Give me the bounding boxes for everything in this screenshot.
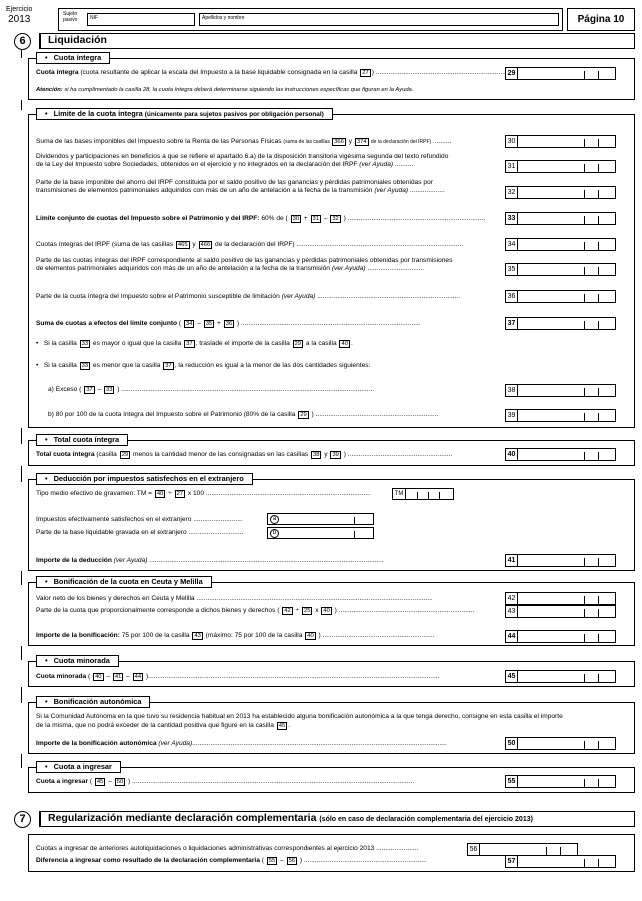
tag-text: Deducción por impuestos satisfechos en el extranjero bbox=[53, 474, 244, 483]
title-note: (sólo en caso de declaración complementaria del ejercicio 2013) bbox=[319, 816, 533, 823]
casilla-ref: 37 bbox=[186, 341, 193, 347]
text: transmisiones de elementos patrimoniales adquiridos con más de un año de antelación a la fecha de la transmisión bbox=[36, 187, 375, 194]
casilla-ref: 25 bbox=[303, 608, 311, 614]
tag-text: Cuota a ingresar bbox=[53, 762, 112, 771]
text: ........................................................................................................................................... bbox=[192, 740, 447, 747]
casilla-number: 55 bbox=[506, 776, 518, 787]
casilla-number: 30 bbox=[506, 136, 518, 147]
tag-text: Total cuota íntegra bbox=[53, 435, 120, 444]
text: – bbox=[195, 320, 203, 327]
separator bbox=[598, 71, 599, 79]
tag-text: Bonificación autonómica bbox=[53, 697, 142, 706]
separator bbox=[354, 531, 355, 538]
line-57 bbox=[36, 857, 427, 865]
casilla-number: 44 bbox=[506, 631, 518, 642]
divider bbox=[21, 687, 22, 703]
text: Si la casilla bbox=[43, 362, 79, 369]
casilla-ref: 40 bbox=[323, 608, 330, 614]
casilla-42-field[interactable] bbox=[505, 592, 616, 605]
casilla-ref: 374 bbox=[356, 139, 367, 145]
separator bbox=[584, 71, 585, 79]
text: ) .......................................................................................................................................................... bbox=[126, 778, 415, 785]
divider bbox=[21, 646, 22, 660]
casilla-ref: 29 bbox=[121, 452, 129, 458]
text: .......... bbox=[393, 161, 414, 168]
text: – bbox=[278, 857, 286, 864]
text: y bbox=[322, 451, 330, 458]
text: menos la cantidad menor de las consignadas en las casillas bbox=[131, 451, 311, 458]
casilla-32-field[interactable] bbox=[505, 186, 616, 199]
line-56: Cuotas a ingresar de anteriores autoliquidaciones o liquidaciones administrativas correspondientes al ejercicio 2013 ....................... bbox=[36, 845, 419, 852]
text: a la casilla bbox=[304, 340, 339, 347]
casilla-ref: 39 bbox=[332, 452, 339, 458]
casilla-ref: 40 bbox=[341, 341, 348, 347]
separator bbox=[598, 242, 599, 250]
tag-text: Cuota íntegra bbox=[53, 53, 102, 62]
casilla-number: 31 bbox=[506, 161, 518, 172]
text: (ver Ayuda) bbox=[156, 740, 193, 747]
separator bbox=[428, 492, 429, 499]
text: (ver Ayuda) bbox=[374, 187, 409, 194]
bold-label: Suma de cuotas a efectos del límite conjunto bbox=[36, 320, 178, 327]
separator bbox=[584, 558, 585, 566]
casilla-number: 50 bbox=[506, 738, 518, 749]
text: (cuota resultante de aplicar la escala del Impuesto a la base liquidable consignada en la casilla bbox=[78, 69, 360, 76]
text: Si la casilla bbox=[43, 340, 79, 347]
line-auto-2 bbox=[36, 722, 290, 730]
separator bbox=[598, 674, 599, 682]
group-tag-minorada: • Cuota minorada bbox=[36, 655, 119, 667]
casilla-ref: 37 bbox=[165, 363, 172, 369]
casilla-ref: 366 bbox=[334, 139, 344, 145]
separator bbox=[598, 859, 599, 867]
section-7-header bbox=[14, 810, 635, 828]
casilla-ref: 56 bbox=[288, 858, 296, 864]
separator bbox=[584, 388, 585, 396]
casilla-number: 29 bbox=[506, 68, 518, 79]
separator bbox=[598, 779, 599, 787]
bold-label: Atención: bbox=[36, 87, 63, 93]
casilla-ref: 43 bbox=[194, 633, 201, 639]
text: .......... bbox=[431, 138, 452, 145]
nif-field[interactable] bbox=[87, 13, 195, 26]
separator bbox=[584, 596, 585, 604]
sujeto-label-2: pasivo bbox=[63, 16, 78, 23]
tag-text: Cuota minorada bbox=[53, 656, 110, 665]
text: (ver Ayuda) bbox=[359, 161, 394, 168]
text: (ver Ayuda) bbox=[111, 557, 148, 564]
casilla-30-field[interactable] bbox=[505, 135, 616, 148]
casilla-ref: 35 bbox=[205, 321, 213, 327]
separator bbox=[598, 321, 599, 329]
casilla-ref: 45 bbox=[278, 723, 286, 729]
casilla-ref: 466 bbox=[200, 242, 211, 248]
group-tag-ingresar: • Cuota a ingresar bbox=[36, 761, 121, 773]
apellidos-label: Apellidos y nombre bbox=[202, 15, 245, 21]
text: de elementos patrimoniales adquiridos con más de un año de antelación a la fecha de la transmisión bbox=[36, 265, 332, 272]
casilla-37-field[interactable] bbox=[505, 317, 616, 330]
casilla-ref: 27 bbox=[176, 491, 184, 497]
separator bbox=[584, 413, 585, 421]
line-33 bbox=[36, 215, 485, 223]
separator bbox=[598, 164, 599, 172]
text: de la Ley del Impuesto sobre Sociedades, obtenidos en el ejercicio y no integrados en la declaración del IRPF bbox=[36, 161, 360, 168]
text: ) ........................................................................... bbox=[341, 215, 486, 222]
text: ( bbox=[177, 320, 183, 327]
text: ÷ bbox=[293, 607, 301, 614]
casilla-ref: 42 bbox=[284, 608, 291, 614]
text: ) .......................................................................... bbox=[332, 607, 475, 614]
line-31-a: Dividendos y participaciones en beneficios a que se refiere el apartado 6.a) de la disposición transitoria vigésima segunda del texto refundido bbox=[36, 153, 449, 160]
text: Tipo medio efectivo de gravamen: TM = bbox=[36, 490, 154, 497]
casilla-34-field[interactable] bbox=[505, 238, 616, 251]
text: y bbox=[346, 138, 354, 145]
text: de la declaración del IRPF) ........................................................................................... bbox=[213, 241, 464, 248]
separator bbox=[584, 452, 585, 460]
casilla-29-field[interactable] bbox=[505, 67, 616, 80]
line-32-a: Parte de la base imponible del ahorro del IRPF constituida por el saldo positivo de las ganancias y pérdidas patrimoniales obtenidas por bbox=[36, 179, 433, 186]
text: (suma de las casillas bbox=[283, 139, 332, 145]
bold-label: Cuota íntegra bbox=[36, 69, 79, 76]
apellidos-field[interactable] bbox=[199, 13, 559, 26]
casilla-43-field[interactable] bbox=[505, 605, 616, 618]
text: , la reducción es igual a la menor de las dos cantidades siguientes: bbox=[174, 362, 371, 369]
casilla-number: 43 bbox=[506, 606, 518, 617]
casilla-number: 39 bbox=[506, 410, 518, 421]
casilla-ref: 41 bbox=[114, 674, 122, 680]
divider bbox=[21, 466, 22, 482]
casilla-31-field[interactable] bbox=[505, 160, 616, 173]
separator bbox=[598, 267, 599, 275]
text: de la declaración del IRPF) bbox=[369, 139, 432, 145]
line-b: Parte de la base liquidable gravada en el extranjero .............................. bbox=[36, 529, 244, 536]
separator bbox=[598, 596, 599, 604]
separator bbox=[354, 517, 355, 524]
text: ) .......................................................................................................................................... bbox=[115, 386, 375, 393]
separator bbox=[598, 634, 599, 642]
casilla-ref: 40 bbox=[95, 674, 102, 680]
separator bbox=[584, 674, 585, 682]
separator bbox=[584, 741, 585, 749]
separator bbox=[598, 294, 599, 302]
line-35-a: Parte de las cuotas íntegras del IRPF correspondiente al saldo positivo de las ganancias y pérdidas patrimoniales obtenidas por transmisiones bbox=[36, 257, 453, 264]
text: ÷ bbox=[166, 490, 174, 497]
ejercicio-label bbox=[6, 6, 32, 25]
casilla-ref: 465 bbox=[177, 242, 188, 248]
casilla-number: 56 bbox=[468, 844, 480, 855]
separator bbox=[584, 294, 585, 302]
divider bbox=[21, 50, 22, 58]
line-44 bbox=[36, 632, 434, 640]
separator bbox=[417, 492, 418, 499]
separator bbox=[598, 452, 599, 460]
text: x 100 .......................................................................................... bbox=[186, 490, 371, 497]
text: (ver Ayuda) bbox=[331, 265, 366, 272]
casilla-38-field[interactable] bbox=[505, 384, 616, 397]
divider bbox=[21, 571, 22, 585]
ejercicio-year: 2013 bbox=[8, 14, 31, 25]
impuestos-extranjero-field[interactable] bbox=[267, 513, 374, 525]
separator bbox=[584, 859, 585, 867]
casilla-ref: 36 bbox=[225, 321, 233, 327]
separator bbox=[584, 634, 585, 642]
text: ) ................................................................... bbox=[309, 411, 439, 418]
page-number: Página 10 bbox=[567, 8, 635, 31]
line-55 bbox=[36, 778, 414, 786]
casilla-ref: 40 bbox=[156, 491, 164, 497]
bold-label: Diferencia a ingresar como resultado de la declaración complementaria bbox=[36, 857, 260, 864]
casilla-57-field[interactable] bbox=[505, 855, 616, 868]
separator bbox=[598, 216, 599, 224]
sujeto-label-1: Sujeto bbox=[63, 11, 78, 17]
text: , traslade el importe de la casilla bbox=[195, 340, 292, 347]
text: ( bbox=[86, 673, 93, 680]
casilla-number: 41 bbox=[506, 555, 518, 566]
tm-label: TM bbox=[393, 489, 406, 499]
casilla-55-field[interactable] bbox=[505, 775, 616, 788]
divider bbox=[21, 100, 22, 110]
text: – bbox=[106, 778, 114, 785]
casilla-ref: 29 bbox=[294, 341, 302, 347]
separator bbox=[598, 139, 599, 147]
casilla-number: 38 bbox=[506, 385, 518, 396]
separator bbox=[598, 558, 599, 566]
casilla-39-field[interactable] bbox=[505, 409, 616, 422]
line-a: Impuestos efectivamente satisfechos en el extranjero ........................... bbox=[36, 516, 243, 523]
text: – bbox=[321, 215, 330, 222]
text: . bbox=[288, 722, 291, 729]
text: x bbox=[313, 607, 321, 614]
text: – bbox=[124, 673, 132, 680]
nif-label: NIF bbox=[90, 15, 99, 21]
text: ) .................................................................................................. bbox=[235, 320, 421, 327]
casilla-ref: 33 bbox=[105, 387, 113, 393]
bold-label: Total cuota íntegra bbox=[36, 451, 95, 458]
tag-note: (únicamente para sujetos pasivos por obligación personal) bbox=[144, 111, 324, 118]
separator bbox=[584, 190, 585, 198]
line-35-b bbox=[36, 265, 424, 273]
section-7-title bbox=[39, 811, 635, 827]
text: ................... bbox=[408, 187, 445, 194]
casilla-ref: 40 bbox=[307, 633, 314, 639]
separator bbox=[584, 267, 585, 275]
separator bbox=[439, 492, 440, 499]
line-cuota-integra bbox=[36, 69, 506, 77]
letter-b: b bbox=[270, 529, 279, 538]
text: )............................................................................................................................................................... bbox=[144, 673, 440, 680]
text: (máximo: 75 por 100 de la casilla bbox=[203, 632, 305, 639]
bold-label: Importe de la bonificación autonómica bbox=[36, 740, 157, 747]
text: es menor que la casilla bbox=[91, 362, 163, 369]
tag-text: Límite de la cuota íntegra bbox=[53, 109, 143, 118]
line-45 bbox=[36, 673, 439, 681]
line-43 bbox=[36, 607, 474, 615]
casilla-number: 40 bbox=[506, 449, 518, 460]
line-36 bbox=[36, 293, 460, 301]
text: ) ............................................................. bbox=[316, 632, 435, 639]
line-37 bbox=[36, 320, 421, 328]
casilla-50-field[interactable] bbox=[505, 737, 616, 750]
casilla-number: 36 bbox=[506, 291, 518, 302]
ejercicio-text: Ejercicio bbox=[6, 6, 33, 13]
casilla-ref: 32 bbox=[332, 216, 339, 222]
group-tag-total: • Total cuota íntegra bbox=[36, 434, 128, 446]
line-40 bbox=[36, 451, 452, 459]
sujeto-label bbox=[63, 12, 77, 23]
casilla-ref: 34 bbox=[185, 321, 193, 327]
text: 75 por 100 de la casilla bbox=[119, 632, 192, 639]
casilla-36-field[interactable] bbox=[505, 290, 616, 303]
casilla-ref: 33 bbox=[81, 363, 89, 369]
bold-label: Límite conjunto de cuotas del Impuesto sobre el Patrimonio y del IRPF: bbox=[36, 215, 260, 222]
line-38 bbox=[48, 386, 374, 394]
text: si ha cumplimentado la casilla 28, la cuota íntegra deberá determinarse siguiendo las instrucciones específicas que figuran en la Ayuda. bbox=[62, 87, 414, 93]
text: ( bbox=[259, 857, 266, 864]
separator bbox=[598, 190, 599, 198]
casilla-ref: 37 bbox=[86, 387, 93, 393]
casilla-ref: 50 bbox=[116, 779, 124, 785]
section-6-header bbox=[14, 32, 635, 50]
text: – bbox=[104, 673, 112, 680]
bold-label: Importe de la deducción bbox=[36, 557, 112, 564]
line-tm bbox=[36, 490, 371, 498]
line-41 bbox=[36, 557, 384, 565]
text: ............................... bbox=[365, 265, 425, 272]
separator bbox=[598, 413, 599, 421]
casilla-44-field[interactable] bbox=[505, 630, 616, 643]
text: b) 80 por 100 de la cuota íntegra del Impuesto sobre el Patrimonio (80% de la casilla bbox=[48, 411, 298, 418]
separator bbox=[584, 779, 585, 787]
group-tag-limite: • Límite de la cuota íntegra (únicamente para sujetos pasivos por obligación personal) bbox=[36, 108, 333, 120]
line-42: Valor neto de los bienes y derechos en Ceuta y Melilla ................................................................................................................................. bbox=[36, 595, 433, 602]
bold-label: Cuota a ingresar bbox=[36, 778, 89, 785]
separator bbox=[584, 321, 585, 329]
casilla-41-field[interactable] bbox=[505, 554, 616, 567]
group-tag-deduccion: • Deducción por impuestos satisfechos en el extranjero bbox=[36, 473, 253, 485]
casilla-ref: 27 bbox=[362, 70, 369, 76]
line-31-b bbox=[36, 161, 413, 169]
group-tag-bonificacion: • Bonificación de la cuota en Ceuta y Melilla bbox=[36, 576, 212, 588]
text: 60% de ( bbox=[259, 215, 290, 222]
sujeto-pasivo-box bbox=[58, 8, 563, 31]
divider bbox=[21, 754, 22, 768]
section-6-number: 6 bbox=[14, 33, 31, 50]
group-tag-cuota-integra: • Cuota íntegra bbox=[36, 52, 110, 64]
casilla-40-field[interactable] bbox=[505, 448, 616, 461]
casilla-ref: 30 bbox=[292, 216, 300, 222]
text: Parte de la cuota íntegra del Impuesto sobre el Patrimonio susceptible de limitación bbox=[36, 293, 282, 300]
separator bbox=[598, 741, 599, 749]
text: + bbox=[215, 320, 223, 327]
text: de la misma, que no podrá exceder de la cantidad positiva que figure en la casilla bbox=[36, 722, 276, 729]
tm-field[interactable] bbox=[392, 488, 454, 500]
line-atencion bbox=[36, 86, 413, 94]
casilla-number: 45 bbox=[506, 671, 518, 682]
casilla-ref: 33 bbox=[81, 341, 89, 347]
line-39 bbox=[48, 411, 438, 419]
casilla-number: 32 bbox=[506, 187, 518, 198]
separator bbox=[598, 609, 599, 617]
casilla-ref: 29 bbox=[300, 412, 307, 418]
base-extranjero-field[interactable] bbox=[267, 527, 374, 539]
separator bbox=[584, 164, 585, 172]
line-auto-1: Si la Comunidad Autónoma en la que tuvo su residencia habitual en 2013 ha establecido alguna bonificación autonómica a la que tenga derecho, consigne en esta casilla el importe bbox=[36, 713, 563, 720]
casilla-number: 35 bbox=[506, 264, 518, 275]
text: .............................................................................. bbox=[315, 293, 461, 300]
line-30 bbox=[36, 138, 451, 146]
text: ................................................................................................................................ bbox=[147, 557, 384, 564]
casilla-ref: 44 bbox=[134, 674, 142, 680]
casilla-ref: 31 bbox=[312, 216, 319, 222]
title-text: Regularización mediante declaración complementaria bbox=[48, 812, 317, 824]
section-7-number: 7 bbox=[14, 811, 31, 828]
divider bbox=[21, 428, 22, 444]
separator bbox=[584, 242, 585, 250]
casilla-number: 34 bbox=[506, 239, 518, 250]
casilla-ref: 38 bbox=[313, 452, 320, 458]
line-34 bbox=[36, 241, 463, 249]
separator bbox=[560, 847, 561, 855]
text: Cuotas íntegras del IRPF (suma de las casillas bbox=[36, 241, 175, 248]
text: a) Exceso ( bbox=[48, 386, 84, 393]
bullet-2: • Si la casilla 33 es menor que la casilla 37 , la reducción es igual a la menor de las dos cantidades siguientes: bbox=[36, 362, 371, 369]
casilla-number: 37 bbox=[506, 318, 518, 329]
bullet-1: • Si la casilla 33 es mayor o igual que la casilla 37 , traslade el importe de la casilla 29 a la casilla 40 . bbox=[36, 340, 353, 347]
text: (ver Ayuda) bbox=[281, 293, 316, 300]
text: Suma de las bases imponibles del Impuesto sobre la Renta de las Personas Físicas bbox=[36, 138, 284, 145]
casilla-35-field[interactable] bbox=[505, 263, 616, 276]
text: es mayor o igual que la casilla bbox=[91, 340, 184, 347]
text: (casilla bbox=[94, 451, 119, 458]
tag-text: Bonificación de la cuota en Ceuta y Melilla bbox=[53, 577, 203, 586]
line-50 bbox=[36, 740, 447, 748]
text: y bbox=[190, 241, 198, 248]
text: + bbox=[302, 215, 310, 222]
bold-label: Cuota minorada bbox=[36, 673, 87, 680]
casilla-33-field[interactable] bbox=[505, 212, 616, 225]
group-tag-autonomica: • Bonificación autonómica bbox=[36, 696, 150, 708]
separator bbox=[584, 139, 585, 147]
casilla-number: 57 bbox=[506, 856, 518, 867]
separator bbox=[546, 847, 547, 855]
text: ( bbox=[88, 778, 94, 785]
casilla-number: 42 bbox=[506, 593, 518, 604]
separator bbox=[598, 388, 599, 396]
casilla-45-field[interactable] bbox=[505, 670, 616, 683]
bold-label: Importe de la bonificación: bbox=[36, 632, 120, 639]
section-6-title: Liquidación bbox=[39, 33, 635, 49]
separator bbox=[584, 216, 585, 224]
text: ) ................................................................... bbox=[298, 857, 427, 864]
casilla-ref: 55 bbox=[268, 858, 276, 864]
line-32-b bbox=[36, 187, 445, 195]
text: ) ....................................................................... bbox=[371, 69, 506, 76]
casilla-ref: 45 bbox=[96, 779, 104, 785]
text: ) ......................................................... bbox=[341, 451, 453, 458]
text: Parte de la cuota que proporcionalmente corresponde a dichos bienes y derechos ( bbox=[36, 607, 282, 614]
separator bbox=[584, 609, 585, 617]
text: . bbox=[350, 340, 353, 347]
casilla-number: 33 bbox=[506, 213, 518, 224]
letter-a: a bbox=[270, 515, 279, 524]
text: – bbox=[95, 386, 103, 393]
